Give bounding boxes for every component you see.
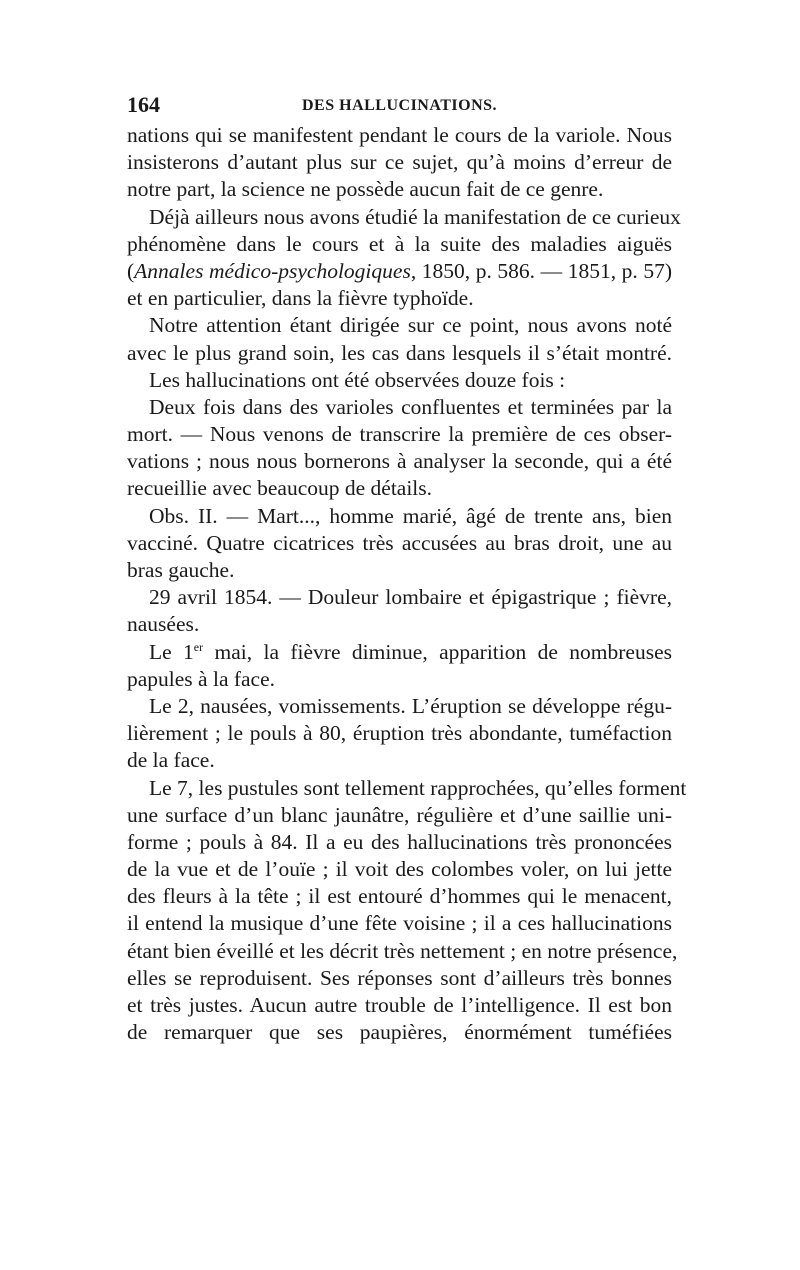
text-line: de la face. [127, 748, 215, 773]
text-line: nausées. [127, 612, 200, 637]
text-line: notre part, la science ne possède aucun fait de ce genre. [127, 177, 604, 202]
text-line: 29 avril 1854. — Douleur lombaire et épigastrique ; fièvre, [149, 585, 672, 610]
text-line: des fleurs à la tête ; il est entouré d’hommes qui le menacent, [127, 884, 672, 909]
citation-refs: , 1850, p. 586. — 1851, p. 57) [410, 258, 672, 283]
text-line: Deux fois dans des varioles confluentes et terminées par la [149, 394, 672, 419]
text-line: forme ; pouls à 84. Il a eu des hallucinations très prononcées [127, 829, 672, 854]
ordinal-suffix: er [193, 639, 204, 654]
text-line: mort. — Nous venons de transcrire la première de ces obser- [127, 422, 672, 447]
running-title: DES HALLUCINATIONS. [302, 97, 498, 114]
body-text [127, 122, 687, 1046]
text-line: de la vue et de l’ouïe ; il voit des colombes voler, on lui jette [127, 857, 672, 882]
text-line: Notre attention étant dirigée sur ce point, nous avons noté [149, 313, 672, 338]
line-remainder: mai, la fièvre diminue, apparition de nombreuses [203, 639, 672, 664]
page-header [127, 92, 672, 118]
text-line: lièrement ; le pouls à 80, éruption très abondante, tuméfaction [127, 721, 672, 746]
text-line: vacciné. Quatre cicatrices très accusées au bras droit, une au [127, 530, 672, 555]
text-line: Le 7, les pustules sont tellement rapprochées, qu’elles forment [149, 775, 687, 800]
text-line: Le 2, nausées, vomissements. L’éruption se développe régu- [149, 693, 672, 718]
text-line: phénomène dans le cours et à la suite des maladies aiguës [127, 231, 672, 256]
text-line: Les hallucinations ont été observées douze fois : [149, 367, 566, 392]
text-line: il entend la musique d’une fête voisine ; il a ces hallucinations [127, 911, 672, 936]
text-line: de remarquer que ses paupières, énormément tuméfiées [127, 1020, 672, 1045]
text-line: Obs. II. — Mart..., homme marié, âgé de trente ans, bien [149, 503, 672, 528]
open-paren: ( [127, 258, 135, 283]
text-line: nations qui se manifestent pendant le cours de la variole. Nous [127, 123, 672, 147]
text-line: elles se reproduisent. Ses réponses sont d’ailleurs très bonnes [127, 965, 672, 990]
text-line: et très justes. Aucun autre trouble de l’intelligence. Il est bon [127, 993, 672, 1017]
text-line: recueillie avec beaucoup de détails. [127, 476, 433, 501]
text-line: Déjà ailleurs nous avons étudié la manifestation de ce curieux [149, 204, 681, 229]
text-line: et en particulier, dans la fièvre typhoïde. [127, 286, 474, 311]
text-line: vations ; nous nous bornerons à analyser la seconde, qui a été [127, 449, 672, 474]
text-line: insisterons d’autant plus sur ce sujet, qu’à moins d’erreur de [127, 150, 672, 175]
text-line: papules à la face. [127, 666, 276, 691]
text-line: avec le plus grand soin, les cas dans lesquels il s’était montré. [127, 340, 672, 365]
day-label: Le 1 [149, 639, 194, 664]
text-line: une surface d’un blanc jaunâtre, régulière et d’une saillie uni- [127, 802, 672, 827]
text-line: étant bien éveillé et les décrit très nettement ; en notre présence, [127, 938, 678, 963]
page-number: 164 [127, 92, 160, 117]
text-line: bras gauche. [127, 558, 235, 582]
journal-title: Annales médico-psychologiques [134, 258, 411, 283]
text-line-superscript [127, 639, 672, 666]
text-line-citation [127, 258, 672, 285]
